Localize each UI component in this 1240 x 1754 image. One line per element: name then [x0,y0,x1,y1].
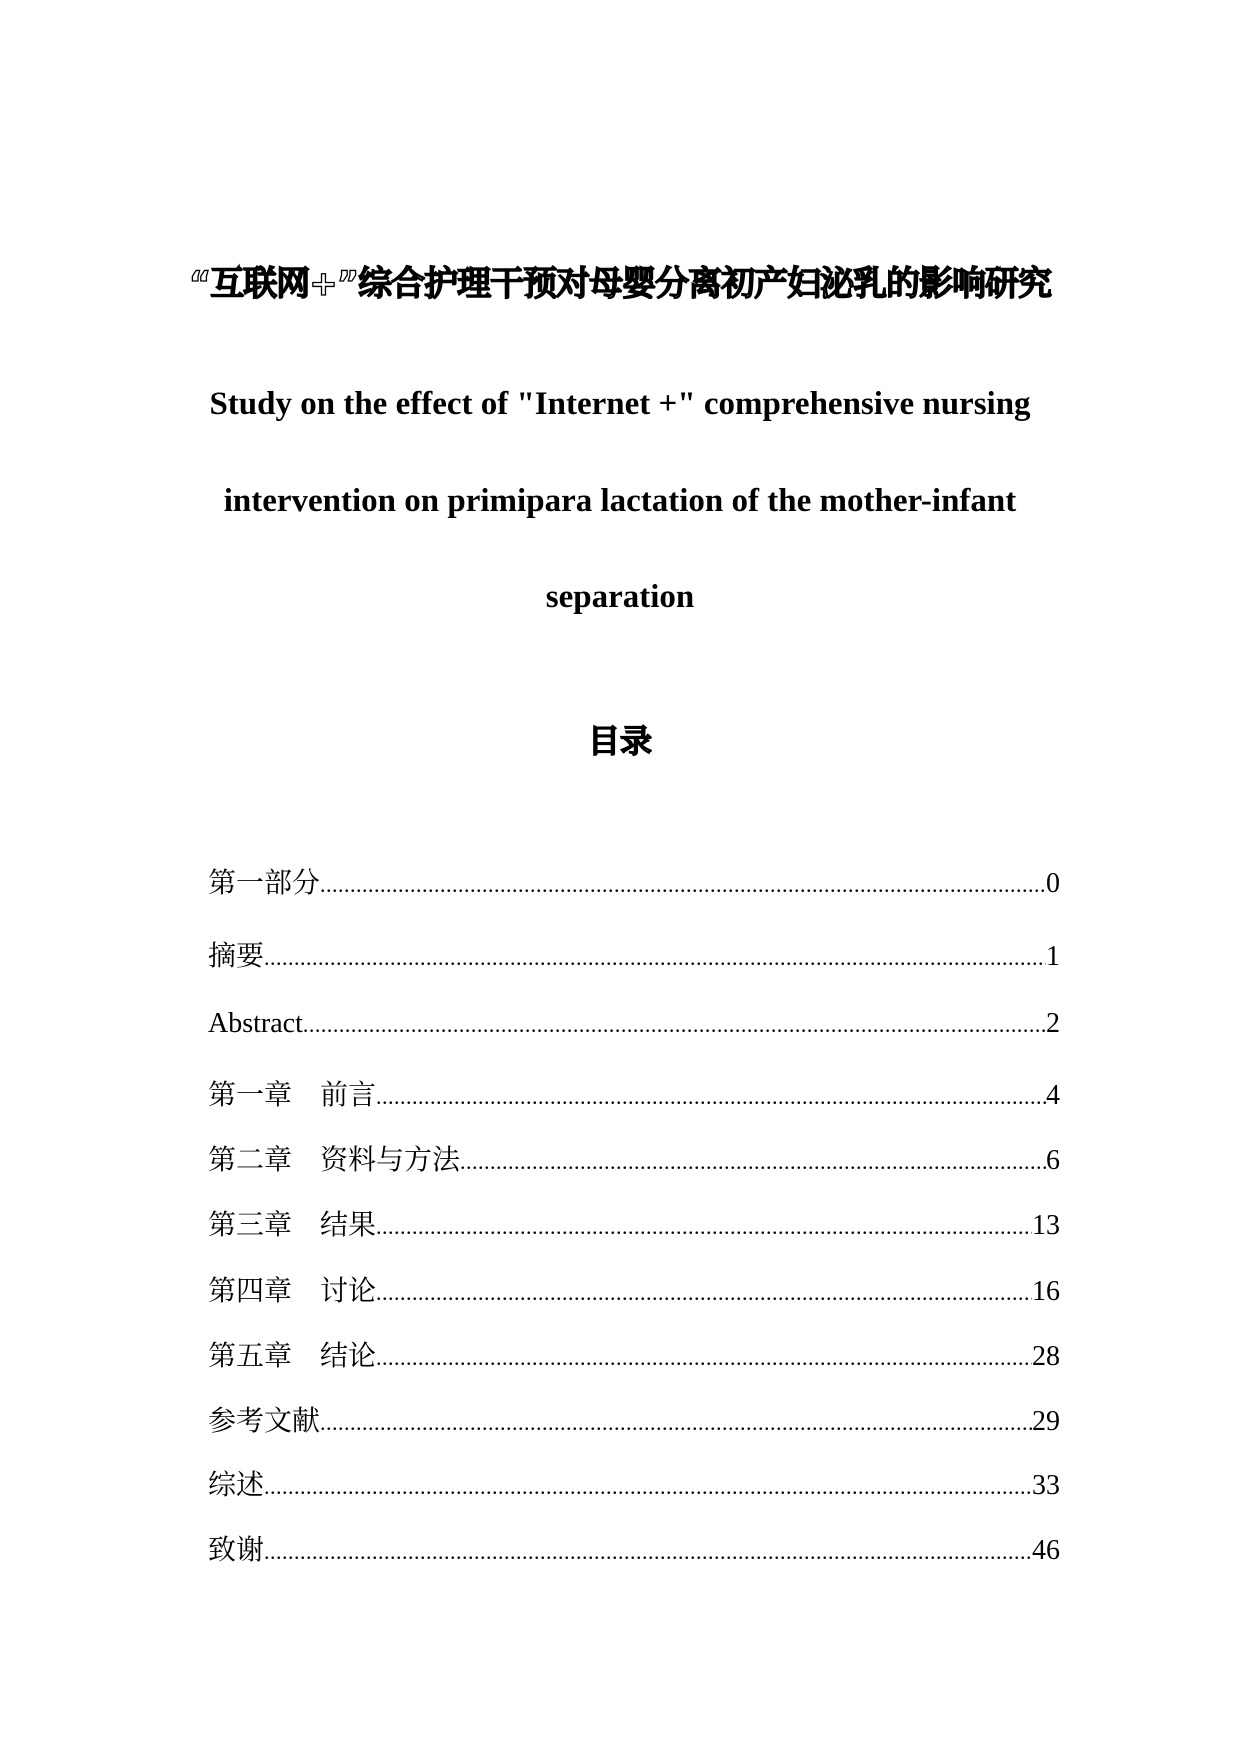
toc-label: 参考文献 [208,1406,321,1437]
toc-label: 第一章 前言 [208,1080,377,1111]
toc-leader-dots [264,1474,1032,1500]
toc-label: 综述 [208,1470,265,1501]
toc-label: 致谢 [208,1535,265,1566]
toc-entry[interactable] [208,861,1060,901]
toc-entry[interactable] [208,1399,1060,1439]
toc-entry[interactable] [208,1138,1060,1178]
toc-page-number: 46 [1032,1535,1060,1566]
toc-page-number: 29 [1032,1406,1060,1437]
toc-page-number: 16 [1032,1276,1060,1307]
toc-heading: 目录 [587,722,652,760]
toc-label: 第三章 结果 [208,1210,377,1241]
toc-page-number: 4 [1046,1080,1060,1111]
toc-leader-dots [376,1280,1032,1306]
toc-leader-dots [376,1084,1046,1110]
toc-label: 摘要 [208,941,265,972]
toc-leader-dots [320,872,1046,898]
english-title-line-3: separation [545,579,695,615]
toc-entry[interactable] [208,1008,1060,1040]
toc-page-number: 13 [1032,1210,1060,1241]
toc-page-number: 1 [1046,941,1060,972]
toc-entry[interactable] [208,1528,1060,1568]
toc-leader-dots [303,1012,1046,1038]
english-title-line-2: intervention on primipara lactation of the mother-infant [223,483,1017,519]
toc-page-number: 2 [1046,1008,1060,1039]
toc-leader-dots [320,1410,1032,1436]
toc-label: 第五章 结论 [208,1341,377,1372]
toc-entry[interactable] [208,1203,1060,1243]
toc-label: 第一部分 [208,868,321,899]
toc-page-number: 0 [1046,868,1060,899]
toc-leader-dots [264,1539,1032,1565]
toc-page-number: 6 [1046,1145,1060,1176]
english-title-line-1: Study on the effect of "Internet +" comprehensive nursing [209,386,1031,422]
toc-label: 第四章 讨论 [208,1276,377,1307]
toc-entry[interactable] [208,1334,1060,1374]
toc-page-number: 33 [1032,1470,1060,1501]
toc-leader-dots [264,945,1046,971]
toc-leader-dots [376,1214,1032,1240]
toc-entry[interactable] [208,934,1060,974]
toc-leader-dots [376,1345,1032,1371]
toc-entry[interactable] [208,1073,1060,1113]
chinese-title: “互联网+”综合护理干预对母婴分离初产妇泌乳的影响研究 [188,264,1052,304]
toc-leader-dots [460,1149,1046,1175]
toc-entry[interactable] [208,1463,1060,1503]
toc-label: 第二章 资料与方法 [208,1145,461,1176]
toc-label: Abstract [208,1008,303,1039]
toc-entry[interactable] [208,1269,1060,1309]
toc-page-number: 28 [1032,1341,1060,1372]
